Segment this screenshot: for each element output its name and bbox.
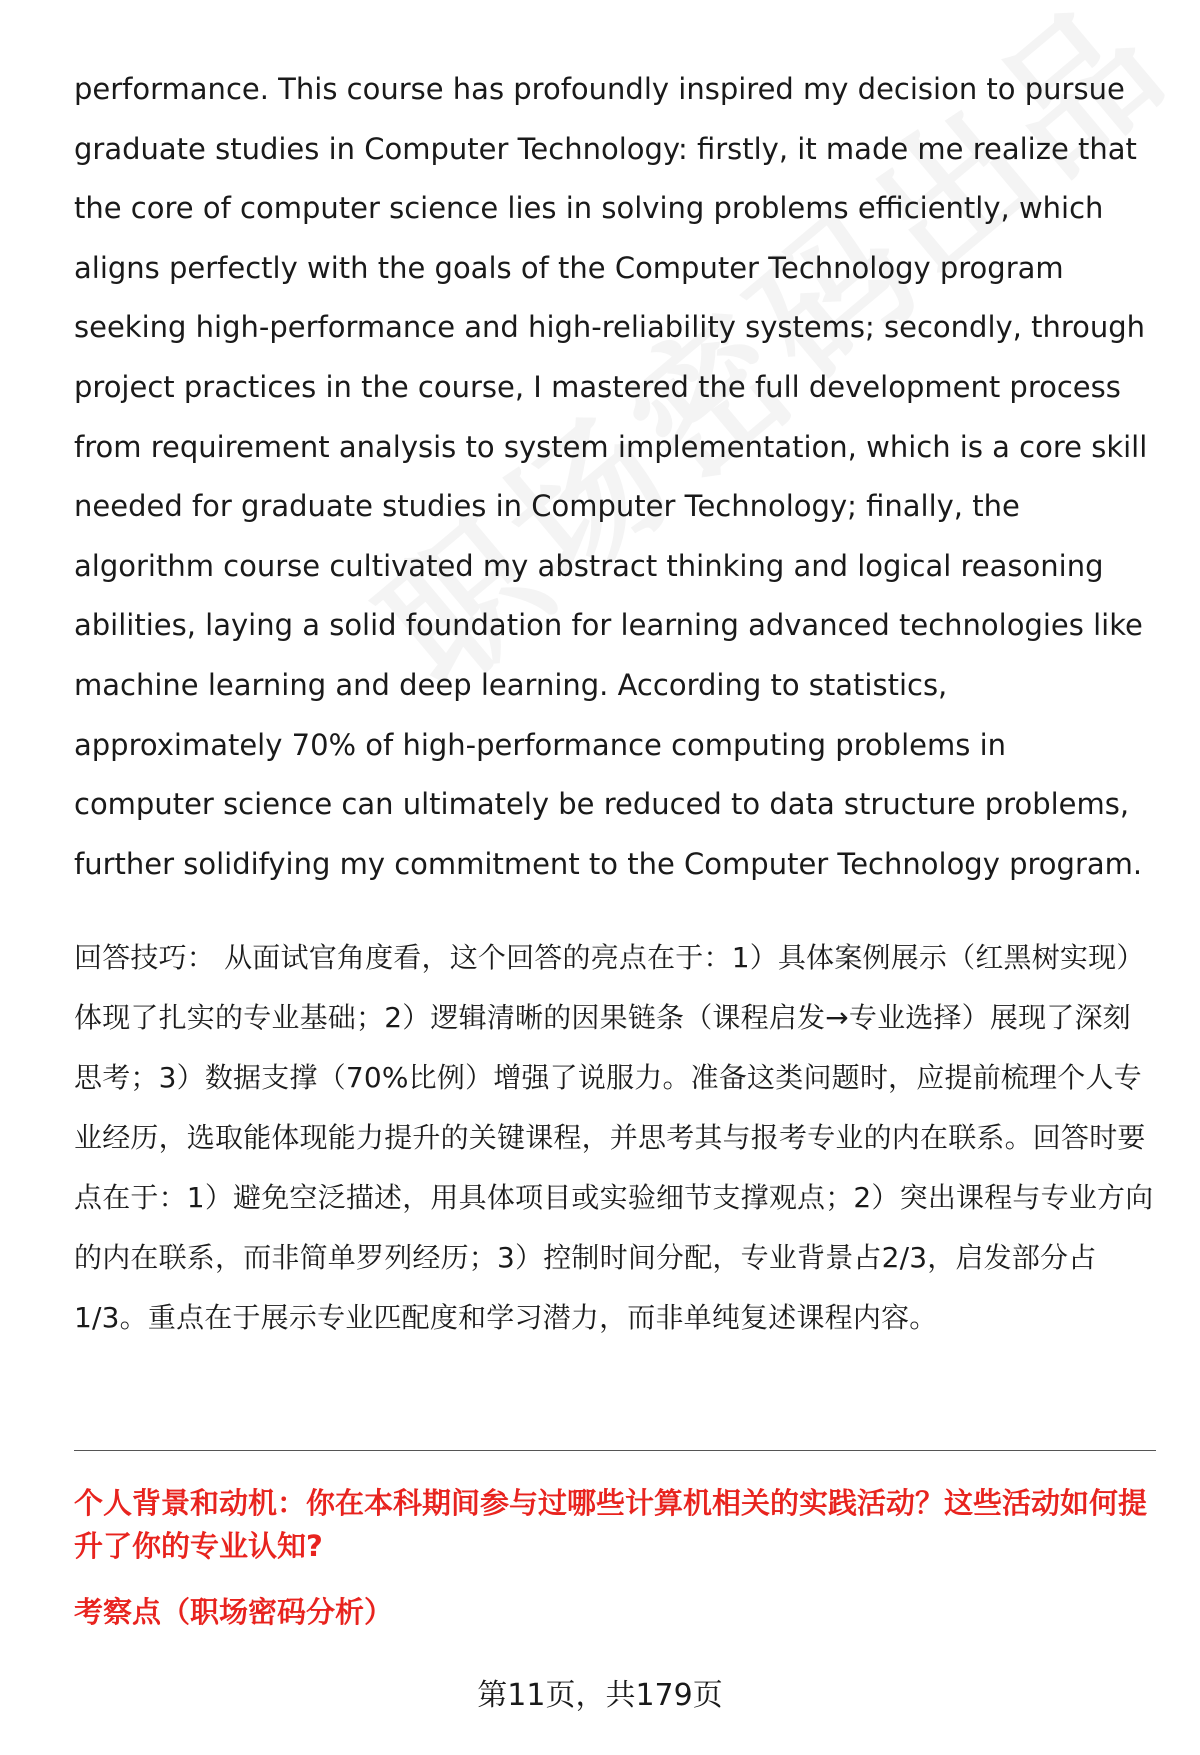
answer-tips-paragraph: 回答技巧： 从面试官角度看，这个回答的亮点在于：1）具体案例展示（红黑树实现）体现了扎实的专业基础；2）逻辑清晰的因果链条（课程启发→专业选择）展现了深刻思考；3）数据支撑（70%比例）增强了说服力。准备这类问题时，应提前梳理个人专业经历，选取能体现能力提升的关键课程，并思考其与报考专业的内在联系。回答时要点在于：1）避免空泛描述，用具体项目或实验细节支撑观点；2）突出课程与专业方向的内在联系，而非简单罗列经历；3）控制时间分配，专业背景占2/3，启发部分占1/3。重点在于展示专业匹配度和学习潜力，而非单纯复述课程内容。: [74, 941, 1154, 1334]
answer-paragraph: performance. This course has profoundly inspired my decision to pursue graduate studies in Computer Technology: firstly, it made me realize that the core of computer science lies in solving problems efficiently, which aligns perfectly with the goals of the Computer Technology program seeking high-performance and high-reliability systems; secondly, through project practices in the course, I mastered the full development process from requirement analysis to system implementation, which is a core skill needed for graduate studies in Computer Technology; finally, the algorithm course cultivated my abstract thinking and logical reasoning abilities, laying a solid foundation for learning advanced technologies like machine learning and deep learning. According to statistics, approximately 70% of high-performance computing problems in computer science can ultimately be reduced to data structure problems, further solidifying my commitment to the Computer Technology program.: [74, 72, 1148, 881]
section-divider: [74, 1450, 1156, 1451]
assessment-points-heading: 考察点（职场密码分析）: [74, 1595, 394, 1629]
next-question-heading: 个人背景和动机：你在本科期间参与过哪些计算机相关的实践活动？这些活动如何提升了你的专业认知?: [74, 1486, 1148, 1563]
page-number-footer: 第11页，共179页: [477, 1678, 723, 1713]
